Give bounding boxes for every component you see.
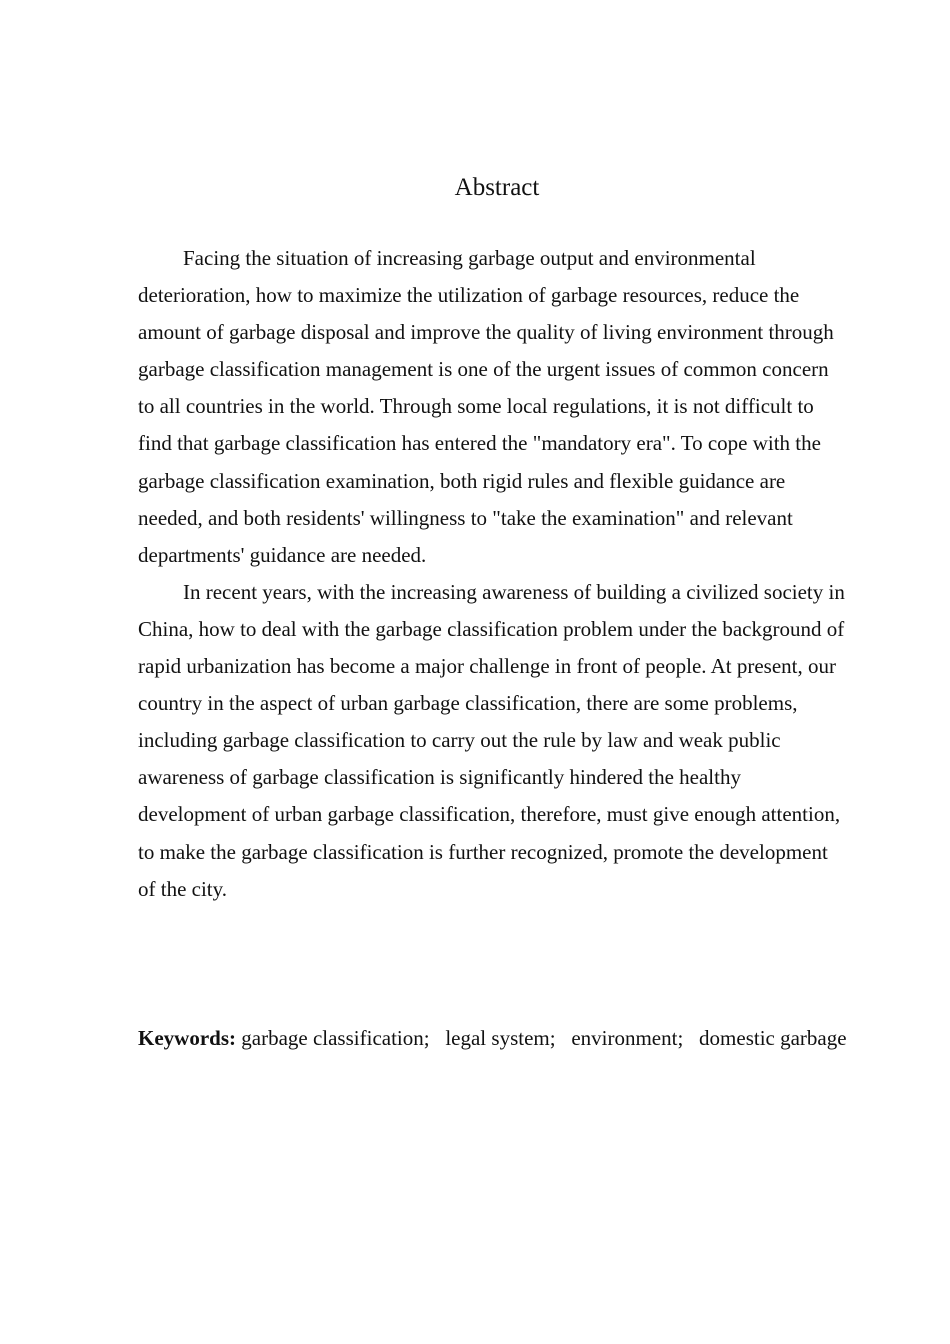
abstract-paragraph-1: Facing the situation of increasing garbage output and environmental deterioration, how to maximize the utilization of garbage resources, reduce the amount of garbage disposal and improve the quality of living environment through garbage classification management is one of the urgent issues of common concern to all countries in the world. Through some local regulations, it is not difficult to find that garbage classification has entered the "mandatory era". To cope with the garbage classification examination, both rigid rules and flexible guidance are needed, and both residents' willingness to "take the examination" and relevant departments' guidance are needed. — [138, 246, 834, 567]
abstract-title: Abstract — [454, 174, 540, 201]
keywords-label: Keywords: — [138, 1026, 236, 1050]
abstract-body — [138, 240, 850, 908]
keywords-line — [138, 1019, 850, 1057]
abstract-paragraph-2: In recent years, with the increasing awareness of building a civilized society in China, how to deal with the garbage classification problem under the background of rapid urbanization has become a major challenge in front of people. At present, our country in the aspect of urban garbage classification, there are some problems, including garbage classification to carry out the rule by law and weak public awareness of garbage classification is significantly hindered the healthy development of urban garbage classification, therefore, must give enough attention, to make the garbage classification is further recognized, promote the development of the city. — [138, 579, 845, 901]
keywords-text: garbage classification; legal system; environment; domestic garbage — [236, 1026, 847, 1050]
